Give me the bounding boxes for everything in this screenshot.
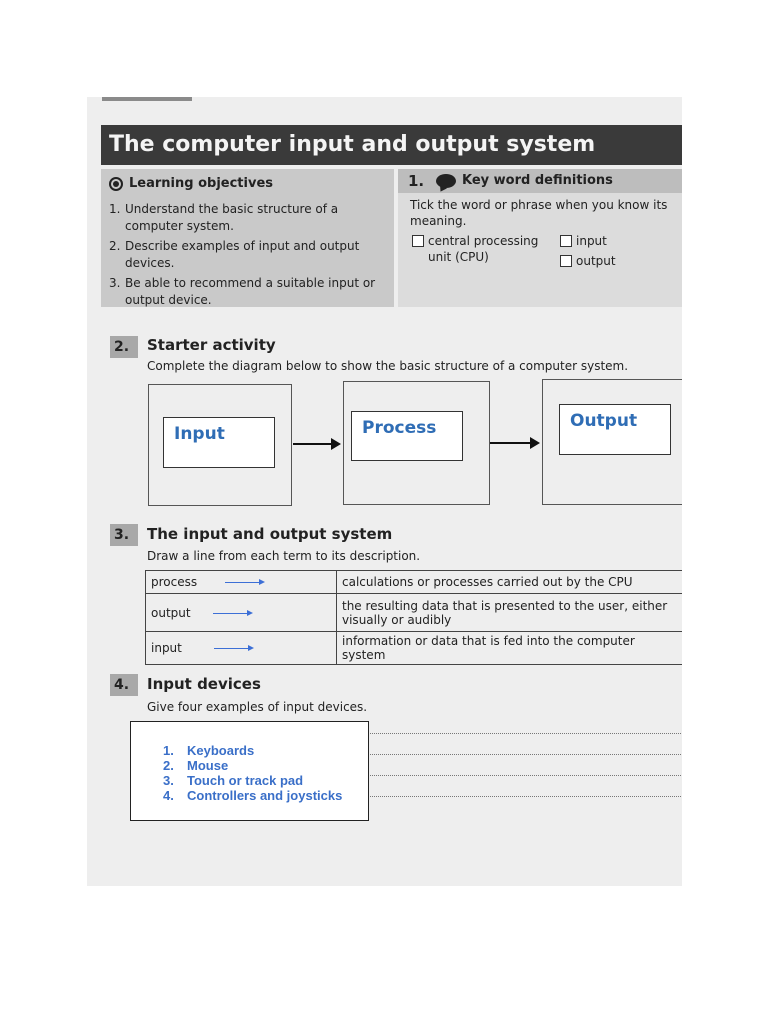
term-text: output	[151, 605, 191, 620]
answers-list	[163, 743, 342, 803]
item-text: Describe examples of input and output devices.	[125, 239, 360, 270]
item-number: 1.	[163, 743, 174, 758]
diagram-label-input[interactable]: Input	[163, 417, 275, 468]
list-item	[109, 275, 389, 309]
section-number: 1.	[408, 172, 425, 190]
term-cell	[146, 571, 337, 594]
diagram-label-output[interactable]: Output	[559, 404, 671, 455]
term-output	[560, 253, 680, 269]
learning-objectives-header	[109, 176, 273, 191]
target-icon	[109, 177, 123, 191]
term-label: input	[576, 234, 607, 248]
answer-line	[370, 754, 682, 755]
table-row	[146, 594, 683, 632]
starter-heading: Starter activity	[147, 336, 276, 354]
answer-line	[370, 733, 682, 734]
starter-instruction: Complete the diagram below to show the basic structure of a computer system.	[147, 359, 629, 373]
item-text: Touch or track pad	[187, 773, 304, 788]
item-number: 3.	[163, 773, 174, 788]
item-number: 2.	[163, 758, 174, 773]
table-row	[146, 632, 683, 665]
item-text: Understand the basic structure of a computer system.	[125, 202, 339, 233]
term-input	[560, 233, 680, 249]
input-devices-heading: Input devices	[147, 675, 261, 693]
list-item	[163, 788, 342, 803]
answer-line	[370, 775, 682, 776]
io-system-heading: The input and output system	[147, 525, 393, 543]
section-number: 4.	[110, 674, 138, 696]
answer-line	[370, 796, 682, 797]
item-number: 3.	[109, 276, 121, 290]
learning-objectives-heading: Learning objectives	[129, 176, 273, 191]
learning-objectives-list	[109, 201, 389, 312]
list-item	[163, 758, 342, 773]
term-label: output	[576, 254, 616, 268]
page-title: The computer input and output system	[101, 125, 682, 165]
io-system-instruction: Draw a line from each term to its description.	[147, 549, 421, 563]
diagram-label-process[interactable]: Process	[351, 411, 463, 461]
section-number: 2.	[110, 336, 138, 358]
term-cell	[146, 594, 337, 632]
item-text: Keyboards	[187, 743, 255, 758]
description-cell: calculations or processes carried out by the CPU	[337, 571, 683, 594]
key-word-heading: Key word definitions	[462, 173, 613, 188]
item-number: 4.	[163, 788, 174, 803]
speech-bubble-icon	[436, 174, 456, 188]
arrow-input-to-process	[293, 443, 339, 445]
arrow-process-to-output	[490, 442, 538, 444]
list-item	[109, 238, 389, 272]
section-number: 3.	[110, 524, 138, 546]
term-cpu	[412, 233, 547, 265]
list-item	[163, 773, 342, 788]
checkbox-output[interactable]	[560, 255, 572, 267]
table-row	[146, 571, 683, 594]
checkbox-input[interactable]	[560, 235, 572, 247]
term-description-table	[145, 570, 682, 665]
checkbox-cpu[interactable]	[412, 235, 424, 247]
term-label: central processing unit (CPU)	[428, 234, 539, 264]
key-word-instruction: Tick the word or phrase when you know its meaning.	[410, 198, 668, 228]
drawn-arrow-icon	[214, 648, 252, 649]
term-cell	[146, 632, 337, 665]
input-devices-instruction: Give four examples of input devices.	[147, 700, 368, 714]
term-text: process	[151, 575, 198, 589]
input-devices-answer-box[interactable]	[130, 721, 369, 821]
item-number: 1.	[109, 202, 121, 216]
list-item	[109, 201, 389, 235]
item-number: 2.	[109, 239, 121, 253]
learning-objectives-panel	[101, 169, 394, 307]
term-text: input	[151, 641, 182, 655]
description-cell: information or data that is fed into the computer system	[337, 632, 683, 665]
drawn-arrow-icon	[225, 582, 263, 583]
item-text: Controllers and joysticks	[187, 788, 343, 803]
item-text: Be able to recommend a suitable input or output device.	[125, 276, 376, 307]
item-text: Mouse	[187, 758, 229, 773]
page-edge-mark	[102, 97, 192, 101]
drawn-arrow-icon	[213, 613, 251, 614]
list-item	[163, 743, 342, 758]
description-cell: the resulting data that is presented to the user, either visually or audibly	[337, 594, 683, 632]
key-word-definitions-panel	[398, 169, 682, 307]
